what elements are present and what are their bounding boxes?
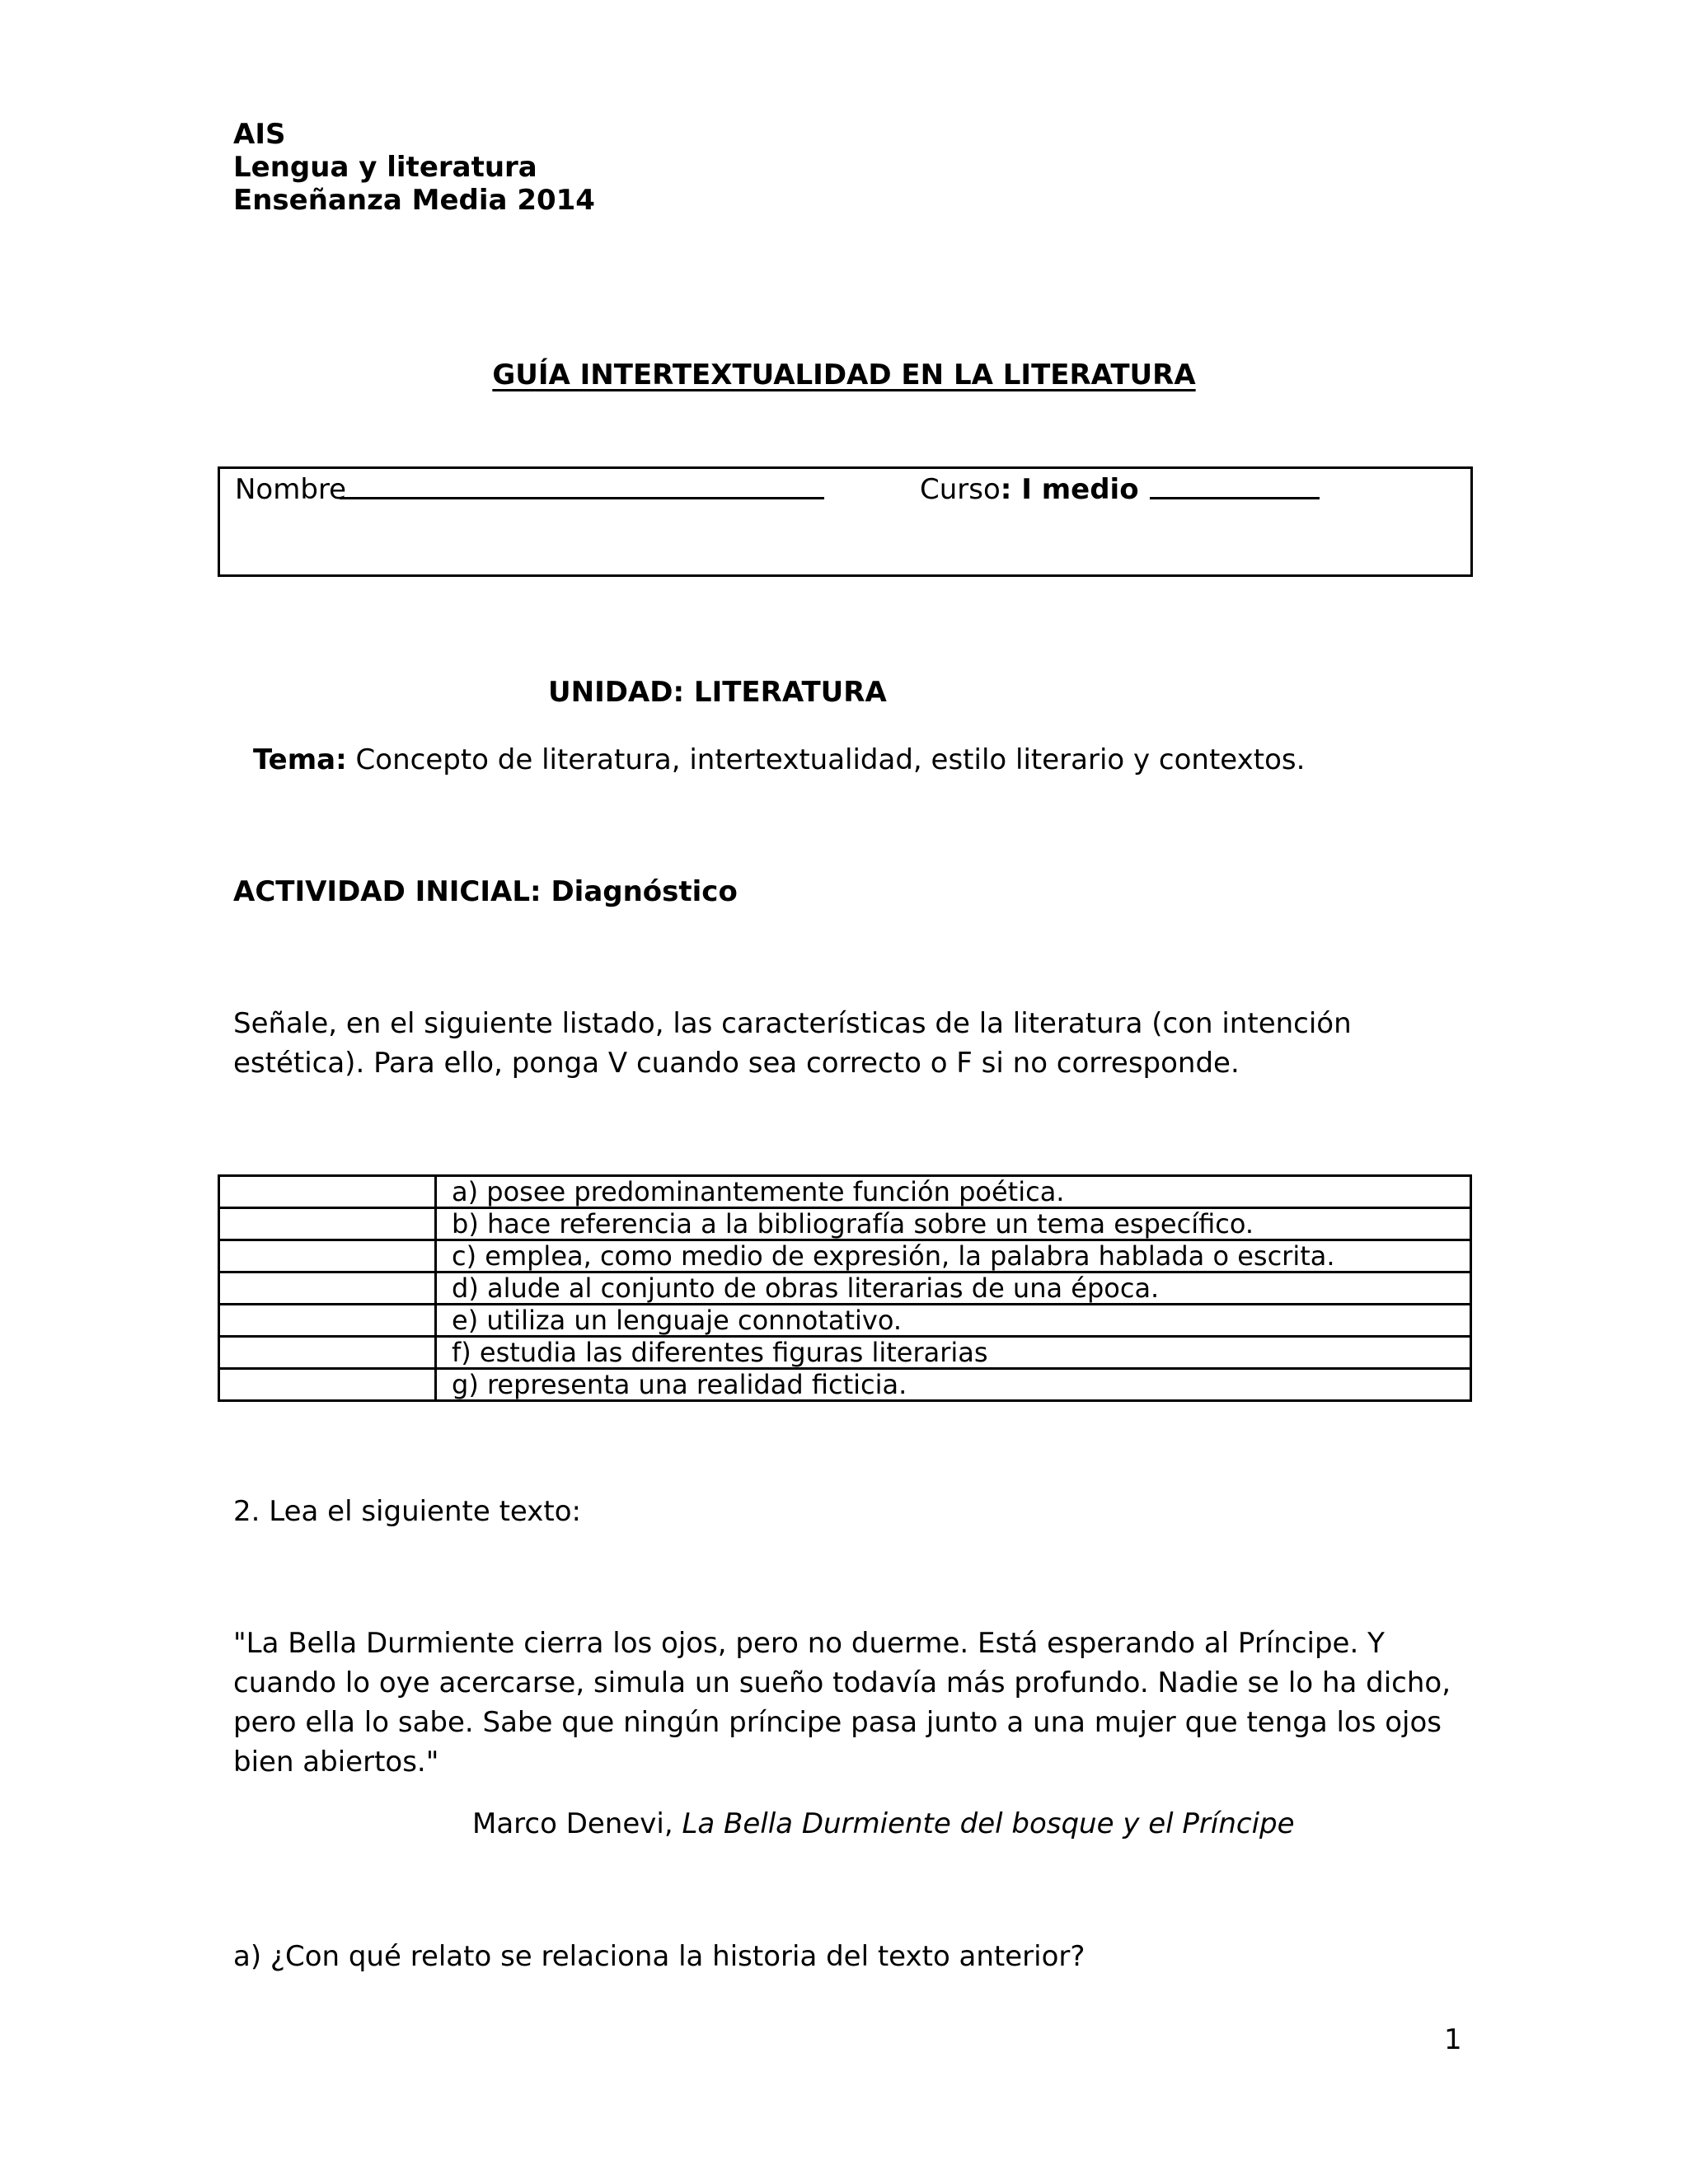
school-name: AIS [233,118,286,151]
name-label: Nombre [235,473,347,506]
citation-author: Marco Denevi, [472,1807,682,1840]
topic-label: Tema: [253,743,347,776]
student-info-box [218,466,1473,577]
table-row [219,1208,1471,1240]
document-header [233,118,595,217]
table-row [219,1305,1471,1337]
answer-cell[interactable] [219,1240,436,1272]
quoted-text [233,1624,1486,1782]
topic-text: Concepto de literatura, intertextualidad, estilo literario y contextos. [355,743,1306,776]
answer-cell[interactable] [219,1272,436,1305]
instructions-line: estética). Para ello, ponga V cuando sea correcto o F si no corresponde. [233,1047,1240,1080]
course-field-line[interactable] [1150,497,1320,499]
course-label [920,473,1139,506]
course-value: : I medio [1000,473,1139,506]
answer-cell[interactable] [219,1369,436,1401]
quote-line: pero ella lo sabe. Sabe que ningún príncipe pasa junto a una mujer que tenga los ojos [233,1706,1442,1739]
level-year: Enseñanza Media 2014 [233,184,595,217]
unit-heading: UNIDAD: LITERATURA [548,676,887,709]
quote-line: bien abiertos." [233,1746,439,1779]
quote-line: cuando lo oye acercarse, simula un sueño todavía más profundo. Nadie se lo ha dicho, [233,1666,1451,1699]
answer-cell[interactable] [219,1305,436,1337]
course-label-text: Curso [920,473,1001,506]
instructions [233,1004,1470,1083]
answer-cell[interactable] [219,1176,436,1208]
page-number: 1 [1444,2023,1462,2056]
quote-line: "La Bella Durmiente cierra los ojos, pero no duerme. Está esperando al Príncipe. Y [233,1627,1385,1660]
statement-cell: d) alude al conjunto de obras literarias de una época. [436,1272,1471,1305]
subject-name: Lengua y literatura [233,151,537,184]
statement-cell: c) emplea, como medio de expresión, la palabra hablada o escrita. [436,1240,1471,1272]
statement-cell: f) estudia las diferentes figuras literarias [436,1337,1471,1369]
question-a: a) ¿Con qué relato se relaciona la historia del texto anterior? [233,1940,1085,1973]
answer-cell[interactable] [219,1337,436,1369]
page-title: GUÍA INTERTEXTUALIDAD EN LA LITERATURA [492,359,1196,391]
table-row [219,1176,1471,1208]
table-row [219,1369,1471,1401]
table-row [219,1337,1471,1369]
citation [472,1807,1295,1840]
table-row [219,1240,1471,1272]
table-row [219,1272,1471,1305]
true-false-table [218,1174,1472,1402]
activity-heading: ACTIVIDAD INICIAL: Diagnóstico [233,875,738,908]
citation-work: La Bella Durmiente del bosque y el Príncipe [682,1807,1295,1840]
question-2: 2. Lea el siguiente texto: [233,1495,581,1528]
answer-cell[interactable] [219,1208,436,1240]
statement-cell: a) posee predominantemente función poética. [436,1176,1471,1208]
statement-cell: e) utiliza un lenguaje connotativo. [436,1305,1471,1337]
statement-cell: b) hace referencia a la bibliografía sobre un tema específico. [436,1208,1471,1240]
name-field-line[interactable] [340,497,824,499]
statement-cell: g) representa una realidad ficticia. [436,1369,1471,1401]
instructions-line: Señale, en el siguiente listado, las características de la literatura (con intención [233,1007,1352,1040]
topic-line [253,743,1305,776]
